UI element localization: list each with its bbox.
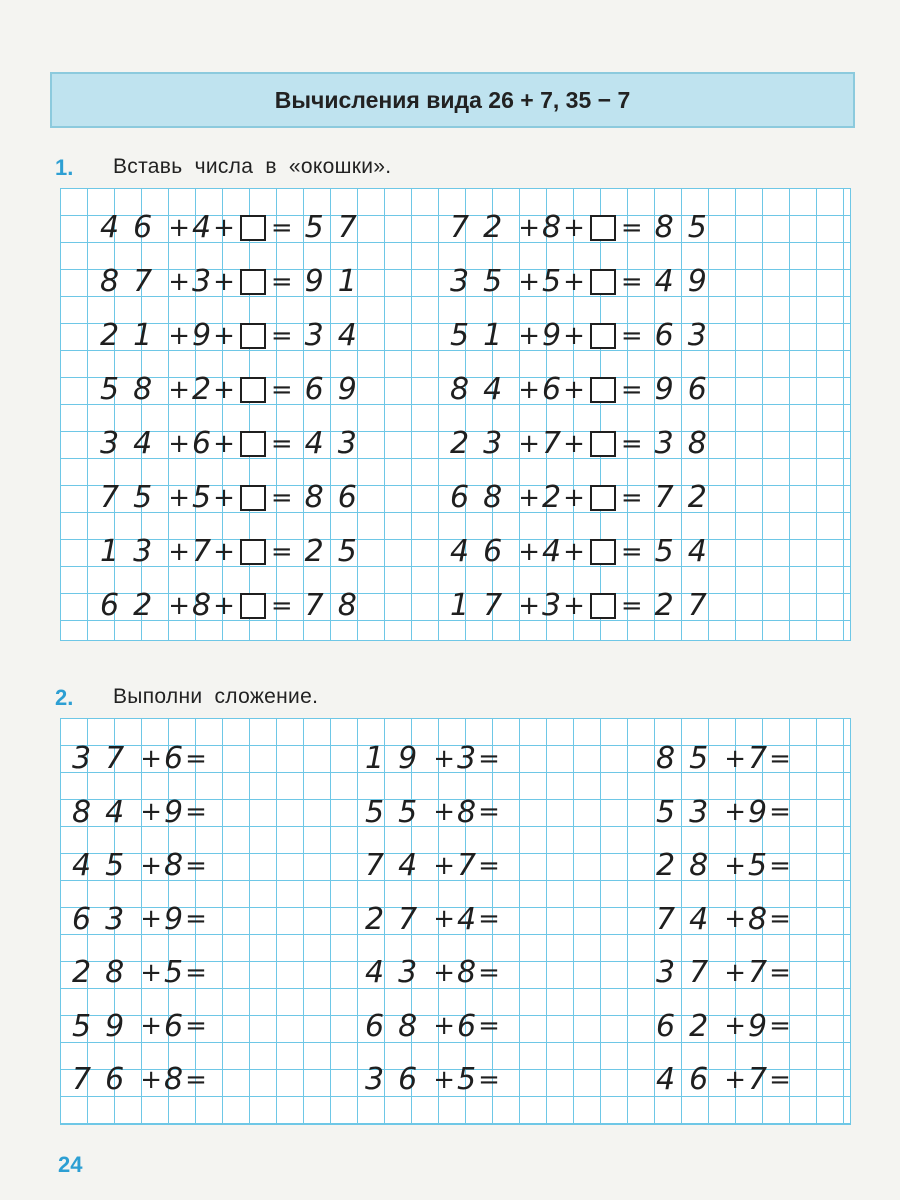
- plus-sign: +: [168, 212, 190, 243]
- addition-problem: [656, 848, 793, 883]
- addend-a: 53: [656, 794, 723, 830]
- equals-sign: =: [270, 212, 293, 243]
- plus-sign: +: [140, 797, 162, 827]
- addend-b: 6: [456, 1008, 477, 1044]
- result-value: 63: [654, 318, 721, 353]
- answer-box[interactable]: [590, 539, 616, 565]
- plus-sign: +: [140, 850, 162, 881]
- plus-sign: +: [518, 212, 540, 243]
- plus-sign: +: [433, 850, 455, 881]
- plus-sign: +: [213, 590, 235, 621]
- answer-box[interactable]: [240, 323, 266, 349]
- plus-sign: +: [140, 904, 162, 934]
- addend-a: 75: [100, 480, 167, 515]
- equation: [100, 480, 371, 515]
- addition-problem: [365, 741, 502, 776]
- addend-a: 34: [100, 426, 167, 461]
- result-value: 49: [654, 264, 721, 299]
- equals-sign: =: [769, 904, 791, 934]
- addend-a: 37: [72, 741, 139, 776]
- equals-sign: =: [478, 1011, 500, 1041]
- addend-b: 2: [541, 480, 562, 515]
- addend-a: 37: [656, 955, 723, 990]
- equals-sign: =: [185, 957, 207, 988]
- page-number: 24: [58, 1152, 83, 1177]
- addend-b: 6: [191, 426, 212, 461]
- plus-sign: +: [140, 957, 162, 988]
- equals-sign: =: [185, 797, 207, 827]
- plus-sign: +: [518, 374, 540, 405]
- addend-b: 5: [747, 848, 768, 883]
- addend-b: 3: [191, 264, 212, 299]
- result-value: 85: [654, 210, 721, 245]
- plus-sign: +: [433, 1011, 455, 1041]
- addend-b: 9: [191, 318, 212, 353]
- equals-sign: =: [769, 797, 791, 827]
- addend-a: 85: [656, 741, 723, 776]
- addend-a: 74: [365, 848, 432, 883]
- plus-sign: +: [213, 212, 235, 243]
- plus-sign: +: [433, 1064, 455, 1095]
- equals-sign: =: [270, 374, 293, 405]
- equals-sign: =: [270, 428, 293, 459]
- addition-problem: [72, 902, 209, 937]
- plus-sign: +: [563, 266, 585, 297]
- plus-sign: +: [563, 536, 585, 567]
- addend-b: 8: [191, 588, 212, 623]
- addend-b: 8: [456, 794, 477, 830]
- equals-sign: =: [478, 743, 500, 774]
- answer-box[interactable]: [590, 593, 616, 619]
- addend-a: 68: [365, 1008, 432, 1044]
- addend-b: 5: [541, 264, 562, 299]
- addend-b: 8: [747, 901, 768, 937]
- equation: [100, 264, 371, 299]
- plus-sign: +: [724, 797, 746, 827]
- addend-a: 58: [100, 372, 167, 407]
- equals-sign: =: [270, 590, 293, 621]
- addition-problem: [656, 795, 793, 830]
- addend-a: 68: [450, 480, 517, 515]
- plus-sign: +: [213, 428, 235, 459]
- result-value: 38: [654, 426, 721, 461]
- answer-box[interactable]: [240, 431, 266, 457]
- addend-a: 72: [450, 210, 517, 245]
- addend-b: 8: [163, 848, 184, 883]
- equals-sign: =: [769, 743, 791, 774]
- addend-b: 3: [541, 588, 562, 623]
- addend-b: 5: [191, 480, 212, 515]
- plus-sign: +: [724, 743, 746, 774]
- plus-sign: +: [433, 904, 455, 934]
- addition-problem: [656, 902, 793, 937]
- answer-box[interactable]: [240, 215, 266, 241]
- addend-a: 27: [365, 901, 432, 937]
- plus-sign: +: [168, 266, 190, 297]
- addend-b: 5: [456, 1062, 477, 1097]
- plus-sign: +: [724, 1064, 746, 1095]
- plus-sign: +: [563, 428, 585, 459]
- addend-a: 36: [365, 1062, 432, 1097]
- equals-sign: =: [270, 482, 293, 513]
- answer-box[interactable]: [240, 593, 266, 619]
- addend-a: 63: [72, 901, 139, 937]
- addition-problem: [72, 795, 209, 830]
- plus-sign: +: [563, 320, 585, 351]
- plus-sign: +: [518, 590, 540, 621]
- section-title-banner: [50, 72, 855, 128]
- addition-problem: [656, 955, 793, 990]
- addition-problem: [656, 1009, 793, 1044]
- plus-sign: +: [433, 797, 455, 827]
- plus-sign: +: [563, 482, 585, 513]
- addend-b: 6: [163, 741, 184, 776]
- addend-a: 87: [100, 264, 167, 299]
- plus-sign: +: [168, 590, 190, 621]
- plus-sign: +: [518, 428, 540, 459]
- equals-sign: =: [769, 1064, 791, 1095]
- addend-a: 23: [450, 426, 517, 461]
- addend-a: 76: [72, 1062, 139, 1097]
- plus-sign: +: [724, 904, 746, 934]
- equals-sign: =: [185, 1064, 207, 1095]
- equation: [100, 210, 371, 245]
- answer-box[interactable]: [590, 377, 616, 403]
- addend-a: 17: [450, 588, 517, 623]
- result-value: 25: [304, 534, 371, 569]
- answer-box[interactable]: [240, 485, 266, 511]
- equals-sign: =: [769, 957, 791, 988]
- result-value: 91: [304, 264, 371, 299]
- addend-b: 3: [456, 741, 477, 776]
- plus-sign: +: [518, 536, 540, 567]
- answer-box[interactable]: [590, 269, 616, 295]
- addend-b: 9: [163, 901, 184, 937]
- equals-sign: =: [270, 266, 293, 297]
- addend-a: 46: [656, 1062, 723, 1097]
- plus-sign: +: [213, 536, 235, 567]
- task-1-grid: [60, 188, 851, 641]
- answer-box[interactable]: [240, 539, 266, 565]
- result-value: 96: [654, 372, 721, 407]
- equation: [100, 534, 371, 569]
- addend-a: 55: [365, 794, 432, 830]
- equation: [450, 426, 721, 461]
- addition-problem: [365, 902, 502, 937]
- addend-b: 8: [456, 955, 477, 990]
- addend-b: 9: [747, 794, 768, 830]
- task-1-number: 1.: [55, 155, 74, 180]
- addend-b: 7: [541, 426, 562, 461]
- addend-b: 6: [163, 1008, 184, 1044]
- equals-sign: =: [185, 743, 207, 774]
- addition-problem: [656, 1062, 793, 1097]
- plus-sign: +: [724, 957, 746, 988]
- plus-sign: +: [518, 482, 540, 513]
- equals-sign: =: [620, 320, 643, 351]
- addend-a: 59: [72, 1008, 139, 1044]
- answer-box[interactable]: [590, 323, 616, 349]
- equals-sign: =: [620, 590, 643, 621]
- equation: [450, 264, 721, 299]
- addend-b: 4: [541, 534, 562, 569]
- equals-sign: =: [478, 904, 500, 934]
- plus-sign: +: [724, 1011, 746, 1041]
- equation: [100, 372, 371, 407]
- addend-b: 4: [456, 901, 477, 937]
- addend-a: 74: [656, 901, 723, 937]
- plus-sign: +: [168, 428, 190, 459]
- addend-b: 8: [541, 210, 562, 245]
- addend-b: 7: [747, 955, 768, 990]
- equals-sign: =: [620, 374, 643, 405]
- equals-sign: =: [478, 850, 500, 881]
- plus-sign: +: [213, 320, 235, 351]
- plus-sign: +: [213, 374, 235, 405]
- addition-problem: [365, 848, 502, 883]
- task-2-instruction: Выполни сложение.: [113, 685, 319, 708]
- answer-box[interactable]: [240, 377, 266, 403]
- answer-box[interactable]: [590, 215, 616, 241]
- addition-problem: [72, 955, 209, 990]
- plus-sign: +: [433, 743, 455, 774]
- addend-b: 9: [163, 794, 184, 830]
- plus-sign: +: [140, 743, 162, 774]
- plus-sign: +: [563, 374, 585, 405]
- equals-sign: =: [769, 850, 791, 881]
- answer-box[interactable]: [590, 431, 616, 457]
- addend-b: 7: [747, 1062, 768, 1097]
- plus-sign: +: [213, 266, 235, 297]
- addend-a: 62: [656, 1008, 723, 1044]
- equals-sign: =: [620, 212, 643, 243]
- equation: [450, 210, 721, 245]
- equals-sign: =: [185, 1011, 207, 1041]
- plus-sign: +: [563, 590, 585, 621]
- plus-sign: +: [168, 374, 190, 405]
- addend-a: 28: [72, 955, 139, 990]
- addend-b: 7: [747, 741, 768, 776]
- equals-sign: =: [478, 797, 500, 827]
- addend-a: 84: [72, 794, 139, 830]
- equals-sign: =: [620, 266, 643, 297]
- addition-problem: [365, 955, 502, 990]
- plus-sign: +: [140, 1011, 162, 1041]
- task-2-number: 2.: [55, 685, 74, 710]
- plus-sign: +: [518, 320, 540, 351]
- equals-sign: =: [270, 320, 293, 351]
- equation: [450, 318, 721, 353]
- plus-sign: +: [140, 1064, 162, 1095]
- equals-sign: =: [620, 536, 643, 567]
- addend-b: 5: [163, 955, 184, 990]
- addend-a: 43: [365, 955, 432, 990]
- result-value: 43: [304, 426, 371, 461]
- equation: [100, 426, 371, 461]
- addition-problem: [72, 1009, 209, 1044]
- equals-sign: =: [478, 1064, 500, 1095]
- equals-sign: =: [769, 1011, 791, 1041]
- addition-problem: [72, 848, 209, 883]
- addend-a: 51: [450, 318, 517, 353]
- addend-b: 2: [191, 372, 212, 407]
- addend-a: 46: [100, 210, 167, 245]
- equation: [100, 588, 371, 623]
- equals-sign: =: [478, 957, 500, 988]
- equation: [450, 480, 721, 515]
- result-value: 86: [304, 480, 371, 515]
- addend-b: 7: [191, 534, 212, 569]
- equals-sign: =: [270, 536, 293, 567]
- plus-sign: +: [168, 482, 190, 513]
- equation: [450, 534, 721, 569]
- addend-b: 4: [191, 210, 212, 245]
- equals-sign: =: [185, 904, 207, 934]
- addend-a: 28: [656, 848, 723, 883]
- addition-problem: [656, 741, 793, 776]
- addend-a: 19: [365, 741, 432, 776]
- result-value: 34: [304, 318, 371, 353]
- addition-problem: [365, 1062, 502, 1097]
- addend-b: 6: [541, 372, 562, 407]
- plus-sign: +: [518, 266, 540, 297]
- equation: [100, 318, 371, 353]
- result-value: 78: [304, 588, 371, 623]
- plus-sign: +: [563, 212, 585, 243]
- equation: [450, 588, 721, 623]
- addition-problem: [365, 795, 502, 830]
- addend-b: 9: [747, 1008, 768, 1044]
- result-value: 54: [654, 534, 721, 569]
- section-title: Вычисления вида 26 + 7, 35 − 7: [274, 86, 631, 113]
- answer-box[interactable]: [240, 269, 266, 295]
- result-value: 27: [654, 588, 721, 623]
- addend-a: 62: [100, 588, 167, 623]
- addend-a: 35: [450, 264, 517, 299]
- addend-b: 7: [456, 848, 477, 883]
- addend-a: 45: [72, 848, 139, 883]
- addition-problem: [72, 741, 209, 776]
- result-value: 72: [654, 480, 721, 515]
- result-value: 69: [304, 372, 371, 407]
- task-1-instruction: Вставь числа в «окошки».: [113, 155, 392, 178]
- equals-sign: =: [620, 428, 643, 459]
- addend-a: 46: [450, 534, 517, 569]
- addend-a: 21: [100, 318, 167, 353]
- result-value: 57: [304, 210, 371, 245]
- addend-b: 8: [163, 1062, 184, 1097]
- equals-sign: =: [185, 850, 207, 881]
- plus-sign: +: [433, 957, 455, 988]
- plus-sign: +: [168, 536, 190, 567]
- plus-sign: +: [724, 850, 746, 881]
- equals-sign: =: [620, 482, 643, 513]
- addition-problem: [365, 1009, 502, 1044]
- addend-a: 13: [100, 534, 167, 569]
- addend-b: 9: [541, 318, 562, 353]
- equation: [450, 372, 721, 407]
- answer-box[interactable]: [590, 485, 616, 511]
- plus-sign: +: [168, 320, 190, 351]
- addend-a: 84: [450, 372, 517, 407]
- plus-sign: +: [213, 482, 235, 513]
- addition-problem: [72, 1062, 209, 1097]
